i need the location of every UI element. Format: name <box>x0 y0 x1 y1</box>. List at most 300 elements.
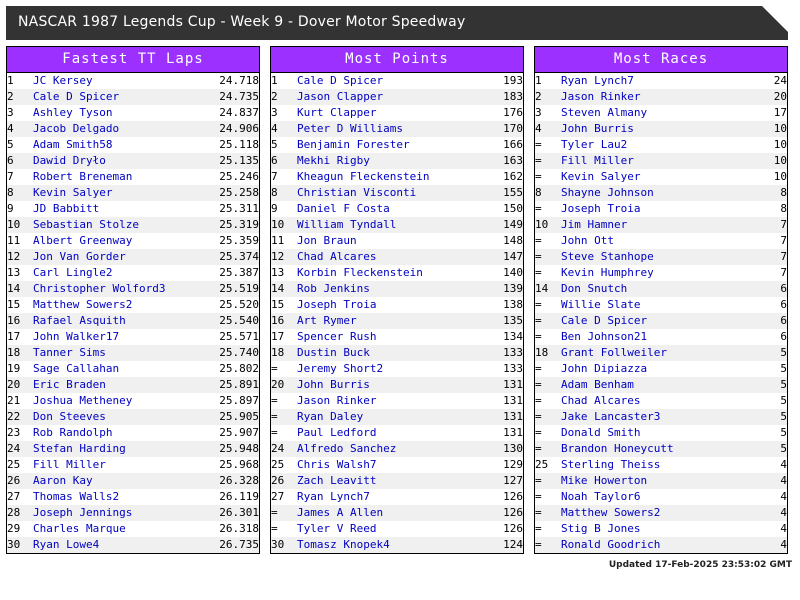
table-row <box>535 425 788 441</box>
row-value: 183 <box>485 89 524 105</box>
row-rank: 4 <box>7 121 34 137</box>
table-row <box>535 105 788 121</box>
row-driver-name: Steve Stanhope <box>561 249 749 265</box>
table-row <box>271 425 524 441</box>
row-rank: = <box>535 425 562 441</box>
row-driver-name: Ryan Lowe4 <box>33 537 205 554</box>
row-driver-name: Stig B Jones <box>561 521 749 537</box>
row-driver-name: Adam Smith58 <box>33 137 205 153</box>
row-driver-name: Daniel F Costa <box>297 201 485 217</box>
row-value: 150 <box>485 201 524 217</box>
table-row <box>271 297 524 313</box>
row-value: 7 <box>749 265 788 281</box>
row-driver-name: Ronald Goodrich <box>561 537 749 554</box>
row-value: 6 <box>749 281 788 297</box>
table-row <box>535 265 788 281</box>
row-driver-name: Art Rymer <box>297 313 485 329</box>
row-rank: 28 <box>7 505 34 521</box>
row-driver-name: Tyler V Reed <box>297 521 485 537</box>
table-row <box>535 89 788 105</box>
row-value: 25.258 <box>205 185 260 201</box>
row-rank: 11 <box>7 233 34 249</box>
row-driver-name: Sterling Theiss <box>561 457 749 473</box>
table-row <box>7 425 260 441</box>
row-value: 25.907 <box>205 425 260 441</box>
row-value: 170 <box>485 121 524 137</box>
row-value: 6 <box>749 297 788 313</box>
row-rank: 5 <box>271 137 298 153</box>
row-rank: 13 <box>7 265 34 281</box>
table-row <box>7 137 260 153</box>
row-value: 6 <box>749 329 788 345</box>
row-rank: = <box>535 313 562 329</box>
row-driver-name: Joseph Jennings <box>33 505 205 521</box>
row-driver-name: Fill Miller <box>33 457 205 473</box>
row-rank: = <box>535 153 562 169</box>
table-row <box>7 393 260 409</box>
row-rank: 26 <box>7 473 34 489</box>
row-value: 163 <box>485 153 524 169</box>
row-value: 25.118 <box>205 137 260 153</box>
row-driver-name: Don Steeves <box>33 409 205 425</box>
table-row <box>535 473 788 489</box>
table-row <box>7 121 260 137</box>
row-driver-name: Albert Greenway <box>33 233 205 249</box>
row-driver-name: JC Kersey <box>33 73 205 89</box>
table-row <box>7 473 260 489</box>
row-driver-name: Carl Lingle2 <box>33 265 205 281</box>
row-rank: 25 <box>535 457 562 473</box>
row-rank: 30 <box>7 537 34 554</box>
table-row <box>535 249 788 265</box>
row-driver-name: Jon Van Gorder <box>33 249 205 265</box>
row-driver-name: Ashley Tyson <box>33 105 205 121</box>
row-value: 25.905 <box>205 409 260 425</box>
row-rank: 12 <box>7 249 34 265</box>
row-driver-name: Robert Breneman <box>33 169 205 185</box>
table-row <box>271 521 524 537</box>
row-rank: = <box>535 441 562 457</box>
row-rank: 3 <box>535 105 562 121</box>
row-rank: 25 <box>7 457 34 473</box>
row-rank: 8 <box>271 185 298 201</box>
table-row <box>535 137 788 153</box>
row-value: 131 <box>485 377 524 393</box>
table-row <box>271 89 524 105</box>
row-value: 5 <box>749 393 788 409</box>
row-rank: = <box>271 505 298 521</box>
table-row <box>535 489 788 505</box>
row-driver-name: Zach Leavitt <box>297 473 485 489</box>
row-rank: 14 <box>271 281 298 297</box>
row-rank: = <box>271 409 298 425</box>
row-rank: 2 <box>535 89 562 105</box>
table-row <box>7 73 260 89</box>
row-rank: = <box>535 521 562 537</box>
row-rank: 18 <box>7 345 34 361</box>
row-rank: = <box>535 169 562 185</box>
row-rank: 2 <box>7 89 34 105</box>
row-value: 124 <box>485 537 524 554</box>
row-driver-name: Kheagun Fleckenstein <box>297 169 485 185</box>
row-value: 20 <box>749 89 788 105</box>
row-rank: 20 <box>271 377 298 393</box>
row-driver-name: Jeremy Short2 <box>297 361 485 377</box>
row-driver-name: John Dipiazza <box>561 361 749 377</box>
row-driver-name: Kurt Clapper <box>297 105 485 121</box>
table-row <box>271 73 524 89</box>
row-driver-name: Ryan Daley <box>297 409 485 425</box>
table-body-most-points <box>271 73 524 554</box>
row-value: 25.540 <box>205 313 260 329</box>
row-rank: 14 <box>535 281 562 297</box>
table-body-fastest-tt-laps <box>7 73 260 554</box>
table-row <box>535 201 788 217</box>
table-row <box>7 185 260 201</box>
row-value: 133 <box>485 345 524 361</box>
row-rank: = <box>271 425 298 441</box>
table-row <box>535 169 788 185</box>
row-driver-name: Tomasz Knopek4 <box>297 537 485 554</box>
row-rank: 24 <box>7 441 34 457</box>
row-driver-name: Cale D Spicer <box>33 89 205 105</box>
row-rank: 20 <box>7 377 34 393</box>
row-driver-name: Chris Walsh7 <box>297 457 485 473</box>
row-rank: 17 <box>7 329 34 345</box>
row-driver-name: Jake Lancaster3 <box>561 409 749 425</box>
row-value: 26.735 <box>205 537 260 554</box>
table-row <box>535 345 788 361</box>
table-row <box>535 409 788 425</box>
row-rank: = <box>535 505 562 521</box>
table-row <box>535 537 788 554</box>
row-driver-name: Ben Johnson21 <box>561 329 749 345</box>
row-rank: = <box>535 297 562 313</box>
row-driver-name: Rob Jenkins <box>297 281 485 297</box>
row-driver-name: Brandon Honeycutt <box>561 441 749 457</box>
row-driver-name: Thomas Walls2 <box>33 489 205 505</box>
row-value: 24 <box>749 73 788 89</box>
row-value: 126 <box>485 505 524 521</box>
row-driver-name: Matthew Sowers2 <box>561 505 749 521</box>
row-value: 26.119 <box>205 489 260 505</box>
row-value: 25.948 <box>205 441 260 457</box>
row-rank: 17 <box>271 329 298 345</box>
row-rank: 27 <box>7 489 34 505</box>
row-rank: = <box>535 537 562 554</box>
row-driver-name: William Tyndall <box>297 217 485 233</box>
table-row <box>535 361 788 377</box>
row-rank: 4 <box>535 121 562 137</box>
table-row <box>7 521 260 537</box>
row-driver-name: Joseph Troia <box>561 201 749 217</box>
row-rank: 16 <box>7 313 34 329</box>
row-value: 5 <box>749 361 788 377</box>
row-value: 25.246 <box>205 169 260 185</box>
table-row <box>271 153 524 169</box>
table-fastest-tt-laps <box>6 73 260 554</box>
row-driver-name: Tanner Sims <box>33 345 205 361</box>
row-value: 10 <box>749 121 788 137</box>
table-row <box>7 457 260 473</box>
row-driver-name: Eric Braden <box>33 377 205 393</box>
page-title: NASCAR 1987 Legends Cup - Week 9 - Dover Motor Speedway <box>18 14 466 30</box>
table-row <box>7 537 260 554</box>
row-value: 4 <box>749 537 788 554</box>
table-row <box>271 281 524 297</box>
row-rank: 16 <box>271 313 298 329</box>
table-row <box>7 153 260 169</box>
row-rank: 1 <box>535 73 562 89</box>
row-value: 25.520 <box>205 297 260 313</box>
row-rank: 13 <box>271 265 298 281</box>
row-driver-name: Fill Miller <box>561 153 749 169</box>
row-driver-name: Christian Visconti <box>297 185 485 201</box>
row-driver-name: Jim Hamner <box>561 217 749 233</box>
row-driver-name: Joshua Metheney <box>33 393 205 409</box>
row-driver-name: Alfredo Sanchez <box>297 441 485 457</box>
row-rank: = <box>535 265 562 281</box>
row-driver-name: Dawid Dryło <box>33 153 205 169</box>
row-driver-name: Christopher Wolford3 <box>33 281 205 297</box>
row-value: 139 <box>485 281 524 297</box>
row-rank: 23 <box>7 425 34 441</box>
row-rank: 9 <box>7 201 34 217</box>
row-rank: 11 <box>271 233 298 249</box>
row-value: 5 <box>749 441 788 457</box>
row-driver-name: Rob Randolph <box>33 425 205 441</box>
table-row <box>7 361 260 377</box>
row-driver-name: Chad Alcares <box>297 249 485 265</box>
table-row <box>7 345 260 361</box>
table-row <box>535 521 788 537</box>
row-value: 25.374 <box>205 249 260 265</box>
leaderboard-column-most-races <box>534 46 788 554</box>
row-driver-name: Cale D Spicer <box>561 313 749 329</box>
row-rank: 18 <box>271 345 298 361</box>
table-row <box>535 281 788 297</box>
row-driver-name: Chad Alcares <box>561 393 749 409</box>
row-value: 4 <box>749 457 788 473</box>
row-driver-name: Kevin Humphrey <box>561 265 749 281</box>
row-value: 24.718 <box>205 73 260 89</box>
table-row <box>271 169 524 185</box>
row-driver-name: Grant Follweiler <box>561 345 749 361</box>
table-row <box>7 169 260 185</box>
updated-timestamp: Updated 17-Feb-2025 23:53:02 GMT <box>608 560 792 570</box>
row-value: 126 <box>485 489 524 505</box>
row-driver-name: Kevin Salyer <box>33 185 205 201</box>
table-row <box>271 441 524 457</box>
table-row <box>535 505 788 521</box>
row-rank: 24 <box>271 441 298 457</box>
row-rank: = <box>271 521 298 537</box>
row-value: 5 <box>749 425 788 441</box>
row-value: 24.906 <box>205 121 260 137</box>
row-driver-name: Jason Rinker <box>297 393 485 409</box>
table-row <box>535 297 788 313</box>
row-rank: = <box>535 489 562 505</box>
row-value: 26.301 <box>205 505 260 521</box>
table-row <box>271 393 524 409</box>
row-rank: 25 <box>271 457 298 473</box>
row-rank: = <box>271 361 298 377</box>
row-value: 176 <box>485 105 524 121</box>
row-value: 25.897 <box>205 393 260 409</box>
table-row <box>271 489 524 505</box>
column-title-fastest-tt-laps: Fastest TT Laps <box>6 46 260 73</box>
row-driver-name: Ryan Lynch7 <box>297 489 485 505</box>
table-row <box>7 89 260 105</box>
row-value: 140 <box>485 265 524 281</box>
table-row <box>7 297 260 313</box>
table-row <box>7 313 260 329</box>
table-row <box>271 361 524 377</box>
row-value: 166 <box>485 137 524 153</box>
table-row <box>7 505 260 521</box>
row-rank: = <box>535 137 562 153</box>
row-driver-name: Aaron Kay <box>33 473 205 489</box>
row-rank: 7 <box>7 169 34 185</box>
row-rank: 12 <box>271 249 298 265</box>
row-rank: = <box>535 329 562 345</box>
table-row <box>271 249 524 265</box>
row-driver-name: Joseph Troia <box>297 297 485 313</box>
table-body-most-races <box>535 73 788 554</box>
table-row <box>7 249 260 265</box>
table-most-points <box>270 73 524 554</box>
row-value: 4 <box>749 521 788 537</box>
row-rank: 30 <box>271 537 298 554</box>
table-row <box>535 377 788 393</box>
row-value: 25.891 <box>205 377 260 393</box>
row-driver-name: Kevin Salyer <box>561 169 749 185</box>
row-value: 193 <box>485 73 524 89</box>
table-row <box>271 265 524 281</box>
row-value: 126 <box>485 521 524 537</box>
row-driver-name: Sage Callahan <box>33 361 205 377</box>
row-rank: 5 <box>7 137 34 153</box>
row-value: 7 <box>749 217 788 233</box>
row-value: 8 <box>749 185 788 201</box>
table-row <box>271 345 524 361</box>
row-rank: 10 <box>7 217 34 233</box>
row-value: 131 <box>485 425 524 441</box>
table-row <box>271 121 524 137</box>
row-driver-name: Shayne Johnson <box>561 185 749 201</box>
row-driver-name: Willie Slate <box>561 297 749 313</box>
row-value: 25.802 <box>205 361 260 377</box>
row-value: 129 <box>485 457 524 473</box>
table-row <box>271 217 524 233</box>
table-row <box>535 185 788 201</box>
table-row <box>271 201 524 217</box>
row-driver-name: Ryan Lynch7 <box>561 73 749 89</box>
row-value: 130 <box>485 441 524 457</box>
table-row <box>7 489 260 505</box>
row-value: 10 <box>749 169 788 185</box>
row-value: 26.328 <box>205 473 260 489</box>
row-rank: 10 <box>271 217 298 233</box>
row-value: 162 <box>485 169 524 185</box>
row-driver-name: Paul Ledford <box>297 425 485 441</box>
table-row <box>271 137 524 153</box>
row-value: 25.135 <box>205 153 260 169</box>
table-row <box>535 121 788 137</box>
leaderboard-columns <box>6 46 788 554</box>
row-rank: 22 <box>7 409 34 425</box>
row-rank: = <box>535 361 562 377</box>
row-value: 135 <box>485 313 524 329</box>
row-rank: = <box>535 409 562 425</box>
row-value: 149 <box>485 217 524 233</box>
row-driver-name: James A Allen <box>297 505 485 521</box>
row-rank: 15 <box>271 297 298 313</box>
row-value: 148 <box>485 233 524 249</box>
row-driver-name: Jason Clapper <box>297 89 485 105</box>
row-value: 138 <box>485 297 524 313</box>
row-value: 10 <box>749 137 788 153</box>
row-value: 8 <box>749 201 788 217</box>
table-row <box>271 313 524 329</box>
column-title-most-points: Most Points <box>270 46 524 73</box>
row-value: 24.735 <box>205 89 260 105</box>
row-driver-name: Charles Marque <box>33 521 205 537</box>
row-value: 10 <box>749 153 788 169</box>
row-value: 17 <box>749 105 788 121</box>
row-driver-name: Matthew Sowers2 <box>33 297 205 313</box>
row-value: 25.311 <box>205 201 260 217</box>
table-row <box>271 329 524 345</box>
row-value: 5 <box>749 345 788 361</box>
table-most-races <box>534 73 788 554</box>
row-rank: 18 <box>535 345 562 361</box>
row-rank: 1 <box>271 73 298 89</box>
row-driver-name: John Burris <box>561 121 749 137</box>
row-driver-name: Rafael Asquith <box>33 313 205 329</box>
row-value: 25.571 <box>205 329 260 345</box>
row-value: 131 <box>485 409 524 425</box>
row-rank: 3 <box>271 105 298 121</box>
table-row <box>535 457 788 473</box>
row-value: 26.318 <box>205 521 260 537</box>
row-value: 134 <box>485 329 524 345</box>
row-driver-name: Mike Howerton <box>561 473 749 489</box>
row-driver-name: Steven Almany <box>561 105 749 121</box>
table-row <box>271 377 524 393</box>
row-rank: 29 <box>7 521 34 537</box>
row-value: 25.968 <box>205 457 260 473</box>
table-row <box>271 409 524 425</box>
row-driver-name: Spencer Rush <box>297 329 485 345</box>
row-driver-name: John Walker17 <box>33 329 205 345</box>
row-value: 25.319 <box>205 217 260 233</box>
table-row <box>271 473 524 489</box>
row-rank: 6 <box>271 153 298 169</box>
row-value: 4 <box>749 489 788 505</box>
row-rank: 4 <box>271 121 298 137</box>
row-rank: 3 <box>7 105 34 121</box>
row-value: 24.837 <box>205 105 260 121</box>
row-driver-name: Benjamin Forester <box>297 137 485 153</box>
row-driver-name: Peter D Williams <box>297 121 485 137</box>
leaderboard-column-most-points <box>270 46 524 554</box>
row-driver-name: John Ott <box>561 233 749 249</box>
table-row <box>7 409 260 425</box>
table-row <box>271 505 524 521</box>
table-row <box>271 457 524 473</box>
row-rank: 26 <box>271 473 298 489</box>
